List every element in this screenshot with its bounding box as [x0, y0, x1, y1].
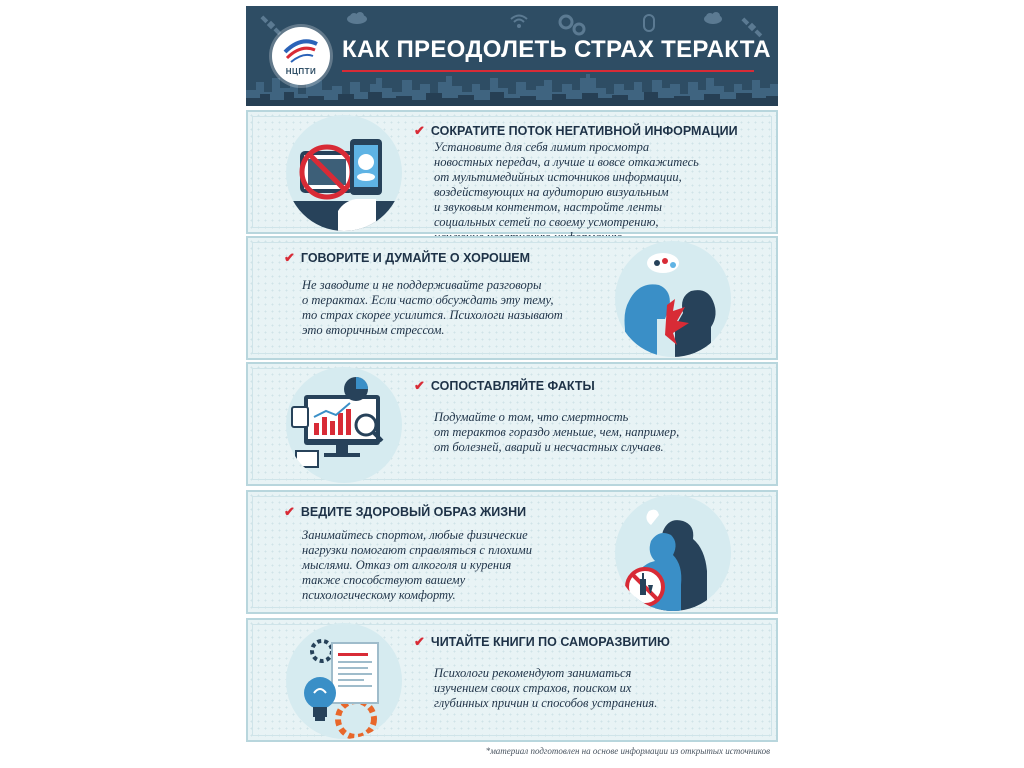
tip-text: Психологи рекомендуют заниматься изучением своих страхов, поиском их глубинных причин и способов устранения.	[434, 666, 658, 710]
talking-heads-icon	[615, 241, 731, 357]
logo-swoosh-icon	[281, 32, 321, 66]
satellite-icon	[260, 14, 282, 36]
source-footnote: *материал подготовлен на основе информации из открытых источников	[485, 746, 770, 756]
satellite-icon	[741, 16, 763, 38]
logo-text: НЦПТИ	[285, 67, 317, 76]
tip-text: Установите для себя лимит просмотра новостных передач, а лучше и вовсе откажитесь от мультимедийных источников информации, воздействующих на аудиторию визуальным и звуковым контентом, настройте ленты социальных сетей по своему усмотрению,	[434, 140, 699, 229]
tip-card-think-positive	[246, 236, 778, 360]
cloud-icon	[703, 12, 723, 24]
cloud-icon	[346, 12, 368, 24]
wifi-icon	[510, 14, 528, 28]
tip-heading: ✔ ВЕДИТЕ ЗДОРОВЫЙ ОБРАЗ ЖИЗНИ	[284, 504, 527, 519]
checkmark-icon: ✔	[414, 123, 425, 138]
mouse-icon	[643, 14, 655, 32]
tip-card-limit-information	[246, 110, 778, 234]
tip-heading: ✔ СОКРАТИТЕ ПОТОК НЕГАТИВНОЙ ИНФОРМАЦИИ	[414, 123, 738, 138]
tip-text: Не заводите и не поддерживайте разговоры о терактах. Если часто обсуждать эту тему, то страх скорее усилится. Психологи называют это вторичным стрессом.	[302, 278, 563, 337]
poster-header	[246, 6, 778, 106]
checkmark-icon: ✔	[284, 250, 295, 265]
tip-text: Занимайтесь спортом, любые физические нагрузки помогают справляться с плохими мыслями. Отказ от алкоголя и курения также способствуют вашему психологическому комфорту.	[302, 528, 532, 602]
infographic-poster	[246, 6, 778, 760]
checkmark-icon: ✔	[284, 504, 295, 519]
tip-heading: ✔ ЧИТАЙТЕ КНИГИ ПО САМОРАЗВИТИЮ	[414, 634, 670, 649]
tip-heading: ✔ СОПОСТАВЛЯЙТЕ ФАКТЫ	[414, 378, 595, 393]
lightbulb-documents-icon	[286, 623, 402, 739]
tip-card-read-books	[246, 618, 778, 742]
no-tv-phone-icon	[286, 115, 402, 231]
no-alcohol-stress-icon	[615, 495, 731, 611]
checkmark-icon: ✔	[414, 378, 425, 393]
page-title: КАК ПРЕОДОЛЕТЬ СТРАХ ТЕРАКТА	[342, 36, 771, 63]
city-skyline	[246, 72, 778, 106]
title-underline	[342, 70, 754, 72]
tip-card-compare-facts	[246, 362, 778, 486]
tip-card-healthy-lifestyle	[246, 490, 778, 614]
statistics-monitor-icon	[286, 367, 402, 483]
gears-icon	[558, 14, 586, 36]
checkmark-icon: ✔	[414, 634, 425, 649]
nctpi-logo	[272, 27, 330, 85]
tip-heading: ✔ ГОВОРИТЕ И ДУМАЙТЕ О ХОРОШЕМ	[284, 250, 531, 265]
tip-text: Подумайте о том, что смертность от терактов гораздо меньше, чем, например, от болезней, аварий и несчастных случаев.	[434, 410, 680, 454]
